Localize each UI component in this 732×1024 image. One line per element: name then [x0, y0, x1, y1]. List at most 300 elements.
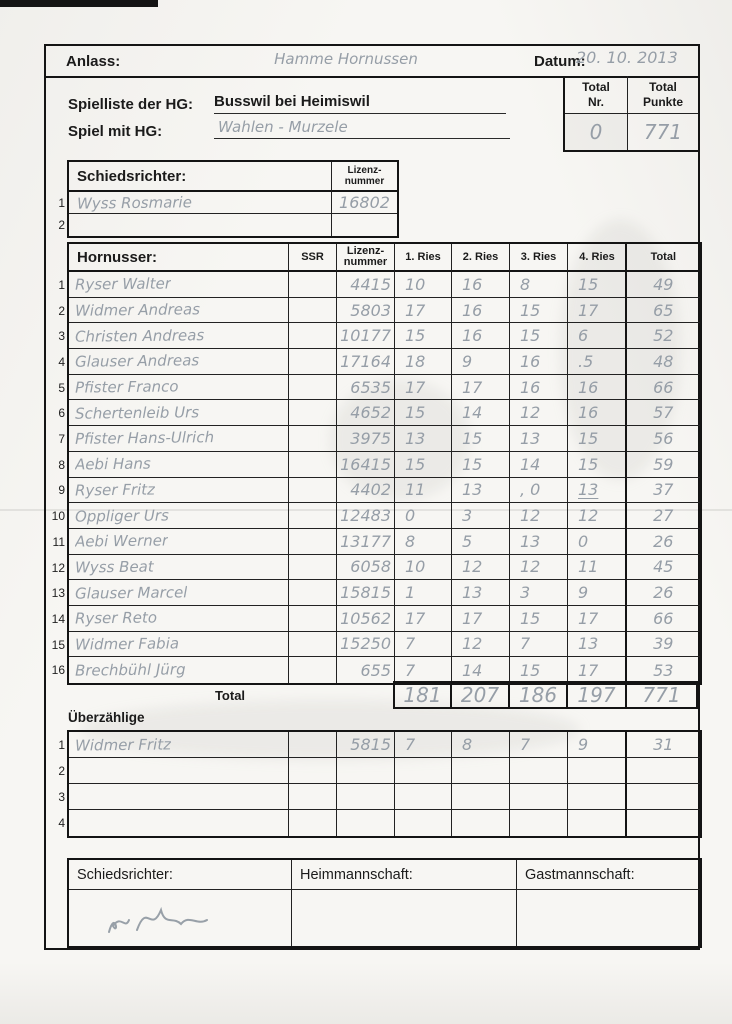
- player-row: [69, 810, 700, 836]
- player-name: Aebi Hans: [74, 454, 151, 474]
- scan-artifact-strip: [0, 0, 158, 7]
- total-punkte-header-line1: Total: [649, 79, 677, 94]
- ries4-cell: [568, 375, 627, 401]
- ries2-cell: [452, 632, 510, 658]
- ries2-score: 15: [462, 428, 483, 448]
- total-cell: [625, 375, 700, 401]
- row-number: 3: [58, 790, 65, 804]
- player-lizenz: 5803: [350, 300, 391, 320]
- ries1-cell: [395, 375, 452, 401]
- ries1-score: 7: [405, 735, 416, 754]
- ueberzaehlige-table: [58, 730, 702, 838]
- player-lizenz: 15250: [340, 634, 391, 654]
- ssr-cell: [289, 400, 337, 426]
- ries4-cell: [568, 810, 627, 836]
- row-number: 11: [52, 534, 65, 549]
- lizenz-cell: [337, 400, 395, 426]
- total-cell: [625, 272, 700, 298]
- ssr-cell: [289, 555, 337, 581]
- ries1-cell: [395, 426, 452, 452]
- player-lizenz: 12483: [340, 506, 391, 526]
- player-name: Glauser Marcel: [74, 582, 188, 603]
- referee-lizenz-cell: [332, 192, 397, 214]
- spielliste-value: Busswil bei Heimiswil: [214, 93, 506, 114]
- total-cell: [625, 632, 700, 658]
- player-total: 53: [653, 660, 674, 680]
- ries4-score: 13: [578, 634, 599, 654]
- ries3-score: , 0: [520, 480, 541, 500]
- total-nr-header-line1: Total: [582, 79, 610, 94]
- ries4-score: 15: [578, 454, 599, 474]
- total-cell: [625, 478, 700, 504]
- totals-summary-box: [563, 76, 698, 152]
- row-number: 1: [58, 738, 65, 752]
- ries2-score: 15: [462, 454, 483, 474]
- player-name: Brechbühl Jürg: [74, 660, 186, 680]
- ries3-cell: [510, 529, 568, 555]
- ries2-cell: [452, 810, 510, 836]
- total-cell: [625, 758, 700, 784]
- player-name: Widmer Andreas: [74, 300, 201, 320]
- player-row: [69, 555, 700, 581]
- ries1-cell: [395, 503, 452, 529]
- datum-value-handwritten: 20. 10. 2013: [576, 48, 678, 67]
- referee-name: Wyss Rosmarie: [76, 192, 192, 213]
- player-name: Oppliger Urs: [74, 505, 169, 526]
- ries3-score: 7: [520, 735, 531, 754]
- player-total: 39: [653, 634, 674, 654]
- lizenz-cell: [337, 657, 395, 683]
- player-row: [69, 349, 700, 375]
- spielliste-label: Spielliste der HG:: [68, 96, 194, 113]
- total-r4: 197: [577, 683, 616, 707]
- lizenz-line2: nummer: [344, 176, 385, 187]
- ssr-header: SSR: [289, 244, 337, 272]
- ries2-score: 12: [462, 634, 483, 654]
- lizenz-cell: [337, 529, 395, 555]
- row-number: 1: [58, 196, 65, 210]
- ries1-cell: [395, 452, 452, 478]
- ries4-cell: [568, 657, 627, 683]
- anlass-label: Anlass:: [66, 52, 121, 70]
- ssr-cell: [289, 272, 337, 298]
- player-total: 66: [653, 608, 674, 628]
- ries2-cell: [452, 784, 510, 810]
- ries1-score: 1: [405, 583, 416, 603]
- player-total: 31: [653, 735, 674, 754]
- player-name-cell: [69, 529, 289, 555]
- player-name: Aebi Werner: [74, 531, 169, 551]
- total-r3: 186: [518, 683, 558, 707]
- player-name-cell: [69, 375, 289, 401]
- gastmannschaft-signature-cell: [517, 890, 700, 946]
- player-name: Ryser Fritz: [74, 480, 156, 500]
- ries2-cell: [452, 606, 510, 632]
- ries3-cell: [510, 426, 568, 452]
- ries1-score: 11: [405, 480, 426, 500]
- row-number: 2: [58, 218, 65, 232]
- total-cell: [625, 426, 700, 452]
- ssr-cell: [289, 784, 337, 810]
- ries1-header: 1. Ries: [395, 244, 452, 272]
- ries3-score: 15: [520, 326, 541, 346]
- signature-header-row: [69, 860, 700, 890]
- player-total: 56: [653, 428, 674, 448]
- row-number: 2: [58, 764, 65, 778]
- signature-table: [67, 858, 702, 948]
- row-number: 7: [58, 432, 65, 447]
- ssr-cell: [289, 375, 337, 401]
- referee-name-cell: [69, 192, 332, 214]
- lizenz-cell: [337, 349, 395, 375]
- total-r3-cell: [508, 681, 566, 709]
- player-row: [69, 606, 700, 632]
- lizenz-line2: nummer: [343, 256, 388, 268]
- player-lizenz: 6535: [350, 377, 391, 397]
- ries2-cell: [452, 503, 510, 529]
- total-r1-cell: [393, 681, 450, 709]
- ries1-cell: [395, 400, 452, 426]
- player-row: [69, 657, 700, 683]
- row-number: 1: [58, 277, 65, 292]
- ries2-score: 16: [462, 300, 483, 320]
- lizenz-cell: [337, 375, 395, 401]
- player-lizenz: 17164: [340, 351, 391, 371]
- total-cell: [625, 503, 700, 529]
- player-name-cell: [69, 478, 289, 504]
- row-number: 14: [51, 611, 65, 626]
- total-sum: 771: [642, 683, 681, 707]
- ries4-cell: [568, 452, 627, 478]
- player-total: 26: [653, 583, 674, 603]
- row-number: 3: [58, 329, 65, 344]
- player-total: 45: [653, 557, 674, 577]
- ries2-cell: [452, 272, 510, 298]
- player-lizenz: 10562: [340, 608, 391, 628]
- ries4-cell: [568, 272, 627, 298]
- ries2-cell: [452, 426, 510, 452]
- row-number: 2: [58, 303, 65, 318]
- ries2-cell: [452, 298, 510, 324]
- ries1-cell: [395, 758, 452, 784]
- player-name-cell: [69, 400, 289, 426]
- schiedsrichter-header-row: [69, 162, 397, 192]
- ries3-score: 12: [520, 557, 541, 577]
- player-name-cell: [69, 580, 289, 606]
- player-name: Wyss Beat: [74, 557, 154, 577]
- ries1-cell: [395, 810, 452, 836]
- ries1-score: 7: [405, 660, 416, 680]
- ries4-score: 16: [578, 403, 599, 423]
- player-lizenz: 15815: [340, 583, 391, 603]
- ries3-cell: [510, 606, 568, 632]
- ries1-score: 10: [405, 274, 426, 294]
- ries3-score: 7: [520, 634, 531, 654]
- ries4-score: 12: [578, 506, 599, 526]
- player-total: 57: [653, 403, 674, 423]
- anlass-row: [46, 46, 698, 78]
- player-row: [69, 298, 700, 324]
- ries4-cell: [568, 758, 627, 784]
- ries1-score: 10: [405, 557, 426, 577]
- ries4-cell: [568, 349, 627, 375]
- ries2-score: 8: [462, 735, 473, 754]
- player-lizenz: 3975: [350, 428, 391, 448]
- row-number: 16: [51, 663, 65, 678]
- schiedsrichter-title: Schiedsrichter:: [69, 162, 332, 192]
- player-row: [69, 272, 700, 298]
- spielmit-label: Spiel mit HG:: [68, 123, 163, 140]
- player-name-cell: [69, 323, 289, 349]
- player-lizenz: 16415: [340, 454, 391, 474]
- ries3-score: 15: [520, 660, 541, 680]
- player-name: Widmer Fritz: [74, 734, 172, 755]
- player-name: Pfister Franco: [74, 377, 179, 397]
- player-name-cell: [69, 503, 289, 529]
- total-cell: [625, 555, 700, 581]
- player-row: [69, 580, 700, 606]
- ries2-header: 2. Ries: [452, 244, 510, 272]
- ssr-cell: [289, 606, 337, 632]
- total-cell: [625, 580, 700, 606]
- schiedsrichter-row: [69, 192, 397, 214]
- spielmit-value-handwritten: Wahlen - Murzele: [214, 118, 510, 139]
- ries4-cell: [568, 606, 627, 632]
- schiedsrichter-table: [58, 160, 399, 238]
- row-number: 6: [58, 406, 65, 421]
- ries1-cell: [395, 478, 452, 504]
- ries3-score: 12: [520, 506, 541, 526]
- ries4-score: 0: [578, 531, 589, 551]
- total-cell: [625, 810, 700, 836]
- ries2-cell: [452, 732, 510, 758]
- total-punkte-header: [628, 76, 698, 114]
- player-name-cell: [69, 784, 289, 810]
- ries3-cell: [510, 478, 568, 504]
- ries3-cell: [510, 400, 568, 426]
- referee-lizenz-cell: [332, 214, 397, 236]
- player-row: [69, 632, 700, 658]
- ries1-score: 18: [405, 351, 426, 371]
- ssr-cell: [289, 323, 337, 349]
- total-cell: [625, 400, 700, 426]
- ries2-score: 5: [462, 531, 473, 551]
- total-punkte-value-cell: [628, 114, 698, 150]
- form-outer-box: [44, 44, 700, 950]
- ries1-score: 0: [405, 506, 416, 526]
- ssr-cell: [289, 758, 337, 784]
- ries1-cell: [395, 657, 452, 683]
- total-cell: [625, 298, 700, 324]
- player-row: [69, 478, 700, 504]
- player-total: 65: [653, 300, 674, 320]
- lizenz-line1: Lizenz-: [346, 245, 385, 257]
- ries4-score: 16: [578, 377, 599, 397]
- ries3-score: 16: [520, 377, 541, 397]
- ries3-score: 14: [520, 454, 541, 474]
- ries1-cell: [395, 323, 452, 349]
- total-cell: [625, 657, 700, 683]
- lizenz-line1: Lizenz-: [347, 165, 382, 176]
- ries4-cell: [568, 555, 627, 581]
- ries2-cell: [452, 580, 510, 606]
- ries2-cell: [452, 758, 510, 784]
- ries1-cell: [395, 272, 452, 298]
- ries4-cell: [568, 784, 627, 810]
- ries1-score: 8: [405, 531, 416, 551]
- total-r1: 181: [403, 683, 442, 707]
- ssr-cell: [289, 503, 337, 529]
- lizenz-cell: [337, 580, 395, 606]
- datum-label: Datum:: [534, 53, 586, 70]
- player-name: Widmer Fabia: [74, 634, 180, 654]
- ries2-cell: [452, 400, 510, 426]
- ries1-cell: [395, 732, 452, 758]
- row-number: 4: [58, 816, 65, 830]
- player-name-cell: [69, 732, 289, 758]
- player-name-cell: [69, 298, 289, 324]
- player-total: 52: [653, 326, 674, 346]
- player-name: Pfister Hans-Ulrich: [74, 428, 215, 449]
- player-name-cell: [69, 426, 289, 452]
- ries3-score: 15: [520, 608, 541, 628]
- lizenz-cell: [337, 555, 395, 581]
- ries4-score: 6: [578, 326, 589, 346]
- lizenz-cell: [337, 298, 395, 324]
- ries2-cell: [452, 529, 510, 555]
- ries3-score: 8: [520, 274, 531, 294]
- lizenz-cell: [337, 732, 395, 758]
- player-lizenz: 4402: [350, 480, 391, 500]
- ries2-cell: [452, 478, 510, 504]
- player-row: [69, 503, 700, 529]
- player-name-cell: [69, 349, 289, 375]
- ries4-cell: [568, 298, 627, 324]
- ries2-score: 9: [462, 351, 473, 371]
- total-r4-cell: [566, 681, 625, 709]
- row-number: 10: [51, 509, 65, 524]
- ries1-score: 15: [405, 454, 426, 474]
- ries1-cell: [395, 606, 452, 632]
- ries1-cell: [395, 555, 452, 581]
- player-lizenz: 13177: [340, 531, 391, 551]
- total-cell: [625, 732, 700, 758]
- ries2-cell: [452, 657, 510, 683]
- hornusser-header-row: [69, 244, 700, 272]
- total-punkte-header-line2: Punkte: [642, 94, 683, 109]
- ries3-score: 16: [520, 351, 541, 371]
- ries4-cell: [568, 323, 627, 349]
- ssr-cell: [289, 349, 337, 375]
- ries4-cell: [568, 632, 627, 658]
- row-number: 8: [58, 457, 65, 472]
- ries3-cell: [510, 758, 568, 784]
- ries3-score: 13: [520, 531, 541, 551]
- lizenz-cell: [337, 758, 395, 784]
- ssr-cell: [289, 529, 337, 555]
- player-lizenz: 655: [360, 660, 391, 680]
- lizenznummer-header: [337, 244, 395, 272]
- ries4-score: 17: [578, 608, 599, 628]
- ries3-cell: [510, 632, 568, 658]
- form-header-area: [46, 76, 698, 160]
- ries1-cell: [395, 529, 452, 555]
- referee-signature-cell: [69, 890, 292, 946]
- ries3-score: 3: [520, 583, 531, 603]
- ries2-cell: [452, 452, 510, 478]
- row-number: 4: [58, 354, 65, 369]
- ries4-score: 9: [578, 583, 589, 603]
- ries4-cell: [568, 529, 627, 555]
- ries4-score: 17: [578, 300, 599, 320]
- player-total: 27: [653, 506, 674, 526]
- ries4-header: 4. Ries: [568, 244, 627, 272]
- lizenz-cell: [337, 323, 395, 349]
- lizenz-cell: [337, 503, 395, 529]
- hornusser-total-row: [67, 681, 698, 708]
- ries3-cell: [510, 580, 568, 606]
- ries3-cell: [510, 503, 568, 529]
- referee-name-cell: [69, 214, 332, 236]
- player-row: [69, 426, 700, 452]
- total-sum-cell: [625, 681, 698, 709]
- ries1-cell: [395, 349, 452, 375]
- lizenz-cell: [337, 810, 395, 836]
- ries2-cell: [452, 349, 510, 375]
- ries3-cell: [510, 272, 568, 298]
- player-total: 59: [653, 454, 674, 474]
- player-lizenz: 10177: [340, 326, 391, 346]
- ssr-cell: [289, 298, 337, 324]
- ries3-cell: [510, 657, 568, 683]
- player-name: Schertenleib Urs: [74, 403, 200, 423]
- total-punkte-value: 771: [643, 120, 683, 144]
- player-name-cell: [69, 606, 289, 632]
- player-total: 26: [653, 531, 674, 551]
- footer-gastmannschaft-label: Gastmannschaft:: [517, 860, 700, 890]
- ries1-score: 15: [405, 326, 426, 346]
- hornusser-title: Hornusser:: [69, 244, 289, 272]
- ries2-cell: [452, 375, 510, 401]
- player-name-cell: [69, 632, 289, 658]
- ssr-cell: [289, 580, 337, 606]
- ries1-score: 17: [405, 608, 426, 628]
- total-cell: [625, 349, 700, 375]
- ries2-score: 17: [462, 608, 483, 628]
- row-number: 15: [51, 637, 65, 652]
- ries2-score: 3: [462, 506, 473, 526]
- total-r2: 207: [460, 683, 500, 707]
- player-row: [69, 732, 700, 758]
- ries3-score: 12: [520, 403, 541, 423]
- ueberzaehlige-title: Überzählige: [68, 710, 145, 725]
- total-cell: [625, 606, 700, 632]
- ries3-cell: [510, 555, 568, 581]
- lizenz-cell: [337, 478, 395, 504]
- lizenz-cell: [337, 272, 395, 298]
- lizenz-cell: [337, 632, 395, 658]
- lizenz-cell: [337, 452, 395, 478]
- player-name: Glauser Andreas: [74, 351, 200, 372]
- player-name: Christen Andreas: [74, 325, 205, 346]
- ries4-score: 17: [578, 660, 599, 680]
- ries3-cell: [510, 452, 568, 478]
- footer-schiedsrichter-label: Schiedsrichter:: [69, 860, 292, 890]
- ries1-cell: [395, 632, 452, 658]
- player-lizenz: 6058: [350, 557, 391, 577]
- player-row: [69, 758, 700, 784]
- row-number: 12: [51, 560, 65, 575]
